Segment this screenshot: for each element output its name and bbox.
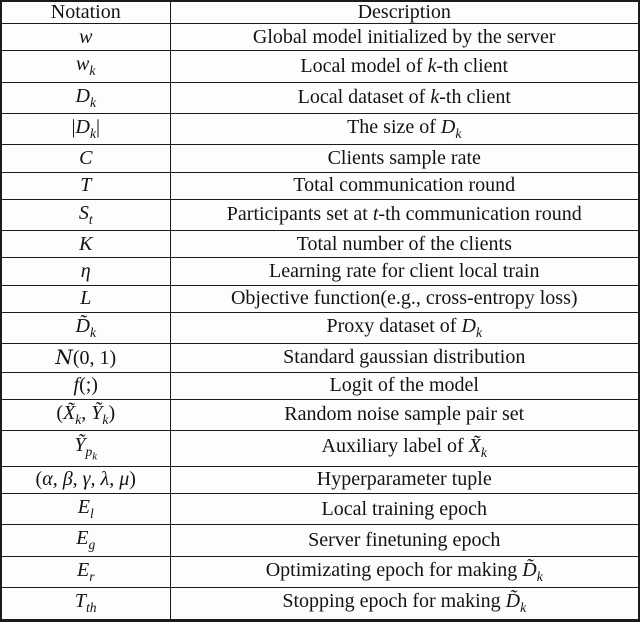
header-row xyxy=(1,1,639,24)
math-segment: X̃ xyxy=(63,401,76,424)
math-segment: Total communication round xyxy=(293,174,516,197)
table-row xyxy=(1,588,639,621)
math-segment: k xyxy=(75,411,82,427)
table-row xyxy=(1,399,639,430)
notation-cell xyxy=(1,556,170,587)
math-segment: D xyxy=(461,314,476,337)
description-cell xyxy=(170,145,639,172)
description-cell xyxy=(170,466,639,493)
math-segment: The size of xyxy=(347,115,441,138)
math-segment: Local dataset of xyxy=(297,86,431,109)
math-segment: k xyxy=(475,324,482,340)
math-segment: p xyxy=(85,443,93,459)
math-segment: | xyxy=(71,115,76,138)
table-row xyxy=(1,466,639,493)
notation-cell xyxy=(1,231,170,258)
description-cell xyxy=(170,172,639,199)
table-header xyxy=(1,1,639,24)
math-segment: k xyxy=(92,449,98,462)
math-segment: -th client xyxy=(436,54,509,77)
header-description: Description xyxy=(170,1,639,24)
notation-cell xyxy=(1,24,170,51)
table-row xyxy=(1,525,639,556)
math-segment: ( xyxy=(56,401,64,424)
math-segment: k xyxy=(455,126,462,142)
math-segment: g xyxy=(88,537,96,553)
description-cell xyxy=(170,344,639,372)
table-row xyxy=(1,114,639,145)
math-segment: r xyxy=(89,568,95,584)
math-segment: Ỹ xyxy=(91,401,103,424)
math-segment: k xyxy=(89,94,96,110)
notation-cell xyxy=(1,466,170,493)
math-segment: Stopping epoch for making xyxy=(282,590,506,613)
notation-cell xyxy=(1,199,170,230)
notation-cell xyxy=(1,399,170,430)
math-segment: Global model initialized by the server xyxy=(252,25,556,48)
math-segment: k xyxy=(89,324,96,340)
table-row xyxy=(1,285,639,312)
description-cell xyxy=(170,258,639,285)
math-segment: (;) xyxy=(79,374,98,397)
math-segment: C xyxy=(79,147,93,169)
notation-cell xyxy=(1,82,170,113)
description-cell xyxy=(170,285,639,312)
description-cell xyxy=(170,199,639,230)
table-row xyxy=(1,312,639,343)
table-row xyxy=(1,199,639,230)
description-cell xyxy=(170,372,639,399)
math-segment: k xyxy=(89,63,96,79)
notation-cell xyxy=(1,493,170,524)
math-segment: Total number of the clients xyxy=(296,232,512,255)
math-segment: Proxy dataset of xyxy=(326,314,462,337)
math-segment: k xyxy=(89,126,96,142)
math-segment: | xyxy=(96,115,101,138)
math-segment: k xyxy=(480,445,487,461)
math-segment: Logit of the model xyxy=(329,374,479,397)
math-segment: D̃ xyxy=(505,590,521,613)
description-cell xyxy=(170,556,639,587)
table-row xyxy=(1,344,639,372)
notation-cell xyxy=(1,51,170,82)
math-segment: S xyxy=(78,201,89,224)
table-row xyxy=(1,556,639,587)
math-segment: w xyxy=(79,25,93,48)
notation-cell xyxy=(1,431,170,467)
table-row xyxy=(1,231,639,258)
table-row xyxy=(1,258,639,285)
math-segment: E xyxy=(76,527,89,550)
table-row xyxy=(1,172,639,199)
notation-cell xyxy=(1,372,170,399)
math-segment: th xyxy=(86,600,97,616)
notation-cell xyxy=(1,285,170,312)
description-cell xyxy=(170,312,639,343)
math-segment: X̃ xyxy=(468,435,481,458)
notation-cell xyxy=(1,344,170,372)
description-cell xyxy=(170,231,639,258)
math-segment: w xyxy=(76,53,90,76)
description-cell xyxy=(170,493,639,524)
math-segment: D̃ xyxy=(75,314,90,337)
notation-cell xyxy=(1,525,170,556)
math-segment: N xyxy=(55,344,73,369)
notation-cell xyxy=(1,312,170,343)
math-segment: t xyxy=(88,211,93,227)
math-segment: Local model of xyxy=(300,54,428,77)
header-notation: Notation xyxy=(1,1,170,24)
math-segment: L xyxy=(80,287,92,310)
description-cell xyxy=(170,431,639,467)
math-segment: Auxiliary label of xyxy=(321,435,469,458)
description-cell xyxy=(170,51,639,82)
math-segment: T xyxy=(74,590,87,613)
math-segment: Learning rate for client local train xyxy=(269,259,540,282)
math-segment: D xyxy=(75,84,90,107)
math-segment: E xyxy=(77,495,90,518)
math-segment: -th communication round xyxy=(378,203,582,226)
notation-cell xyxy=(1,114,170,145)
math-segment: ) xyxy=(108,401,116,424)
description-cell xyxy=(170,525,639,556)
math-segment: -th client xyxy=(439,86,511,109)
description-cell xyxy=(170,24,639,51)
table-row xyxy=(1,51,639,82)
math-segment: E xyxy=(76,558,90,581)
math-segment: (0, 1) xyxy=(72,346,117,369)
math-segment: α, β, γ, λ, μ xyxy=(42,468,130,491)
math-segment: k xyxy=(536,568,543,584)
math-segment: f xyxy=(73,374,80,397)
math-segment: K xyxy=(79,232,93,255)
description-cell xyxy=(170,114,639,145)
math-segment: , xyxy=(81,401,92,424)
math-segment: Ỹ xyxy=(74,433,86,456)
math-segment: D̃ xyxy=(522,558,537,581)
math-segment: l xyxy=(89,506,94,522)
math-segment: Server finetuning epoch xyxy=(308,529,501,552)
table-row xyxy=(1,24,639,51)
table-body xyxy=(1,24,639,621)
math-segment: D xyxy=(440,115,456,138)
math-segment: k xyxy=(427,54,437,77)
math-segment: η xyxy=(80,259,91,282)
description-cell xyxy=(170,588,639,621)
math-segment: Optimizating epoch for making xyxy=(265,558,523,581)
table-row xyxy=(1,372,639,399)
table-row xyxy=(1,82,639,113)
description-cell xyxy=(170,399,639,430)
math-segment: D xyxy=(75,115,90,138)
notation-cell xyxy=(1,172,170,199)
math-segment: ( xyxy=(35,468,43,491)
table-row xyxy=(1,145,639,172)
math-segment: k xyxy=(430,86,440,109)
math-segment: Local training epoch xyxy=(321,497,487,520)
table-row xyxy=(1,431,639,467)
math-segment: t xyxy=(372,203,379,226)
math-segment: Clients sample rate xyxy=(327,147,481,169)
math-segment: Random noise sample pair set xyxy=(284,403,525,426)
math-segment: T xyxy=(80,174,92,197)
description-cell xyxy=(170,82,639,113)
math-segment: k xyxy=(102,411,109,427)
math-segment: Hyperparameter tuple xyxy=(316,468,492,491)
math-segment: Standard gaussian distribution xyxy=(283,346,526,369)
math-segment: Participants set at xyxy=(226,203,373,226)
notation-cell xyxy=(1,588,170,621)
table-row xyxy=(1,493,639,524)
notation-cell xyxy=(1,258,170,285)
math-segment: Objective function(e.g., cross-entropy loss) xyxy=(230,287,578,310)
math-segment: k xyxy=(520,600,527,616)
notation-cell xyxy=(1,145,170,172)
math-segment: ) xyxy=(129,468,136,491)
